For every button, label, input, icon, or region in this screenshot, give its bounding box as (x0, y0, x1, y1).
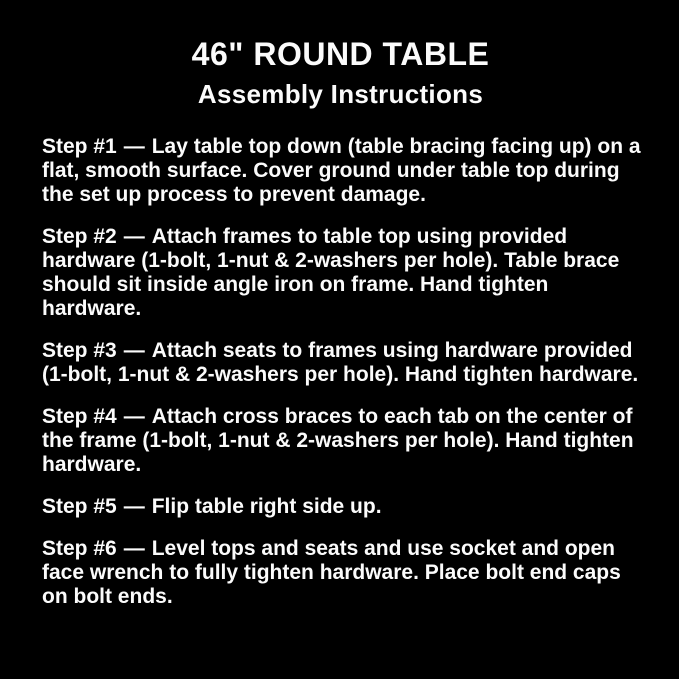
step-text: Attach frames to table top using provided hardware (1-bolt, 1-nut & 2-washers per hole). Table brace should sit inside angle iron on frame. Hand tighten hardware. (42, 225, 620, 320)
step-dash: — (123, 405, 145, 428)
step-text: Attach seats to frames using hardware provided (1-bolt, 1-nut & 2-washers per hole). Hand tighten hardware. (42, 339, 639, 386)
step-item (42, 495, 644, 519)
step-label: Step #2 (42, 225, 117, 248)
step-dash: — (123, 495, 145, 518)
step-dash: — (123, 537, 145, 560)
step-item (42, 405, 644, 477)
step-item (42, 339, 644, 387)
step-label: Step #1 (42, 135, 117, 158)
step-text: Flip table right side up. (151, 495, 382, 518)
header (42, 36, 639, 109)
step-label: Step #4 (42, 405, 117, 428)
step-dash: — (123, 135, 145, 158)
page-subtitle: Assembly Instructions (197, 79, 484, 109)
step-dash: — (123, 225, 145, 248)
page-title: 46" ROUND TABLE (191, 36, 490, 72)
step-item (42, 225, 644, 321)
step-label: Step #3 (42, 339, 117, 362)
step-text: Level tops and seats and use socket and open face wrench to fully tighten hardware. Place bolt end caps on bolt ends. (42, 537, 621, 608)
step-dash: — (123, 339, 145, 362)
step-item (42, 135, 644, 207)
step-text: Lay table top down (table bracing facing up) on a flat, smooth surface. Cover ground under table top during the set up process to prevent damage. (42, 135, 641, 206)
step-text: Attach cross braces to each tab on the center of the frame (1-bolt, 1-nut & 2-washers per hole). Hand tighten hardware. (42, 405, 634, 476)
step-item (42, 537, 644, 609)
step-label: Step #5 (42, 495, 117, 518)
steps-list (42, 135, 644, 609)
step-label: Step #6 (42, 537, 117, 560)
